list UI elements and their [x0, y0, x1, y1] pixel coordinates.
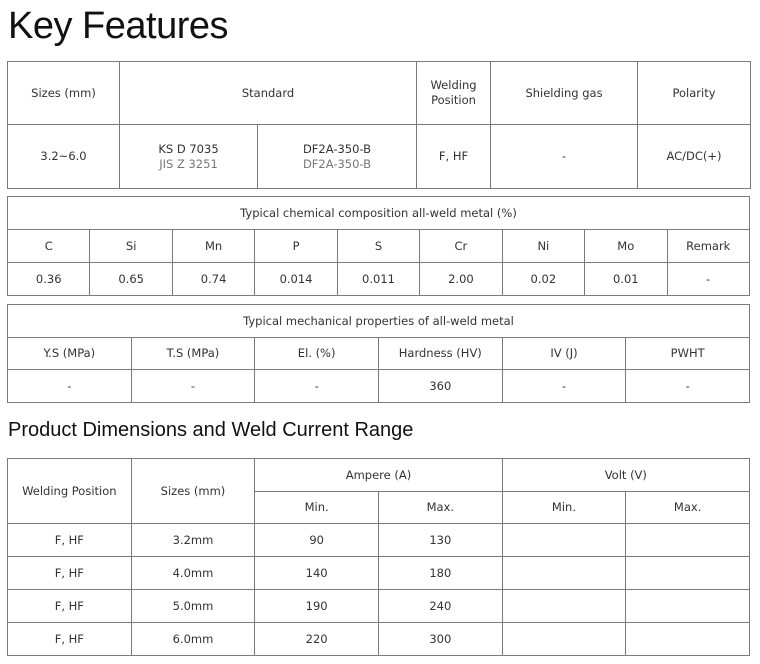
mech-header: PWHT: [626, 338, 750, 370]
cell-polarity: AC/DC(+): [638, 125, 751, 189]
header-ampere: Ampere (A): [255, 459, 502, 492]
cell-ampere-max: 240: [378, 590, 502, 623]
header-volt: Volt (V): [502, 459, 749, 492]
cell-volt-min: [502, 557, 626, 590]
cell-ampere-min: 190: [255, 590, 379, 623]
cell-volt-min: [502, 524, 626, 557]
chem-value: 0.011: [337, 263, 419, 296]
chem-value: 0.014: [255, 263, 337, 296]
features-table: [7, 61, 751, 189]
chemical-caption: Typical chemical composition all-weld metal (%): [8, 197, 750, 230]
chemical-composition-table: [7, 196, 750, 296]
cell-position: F, HF: [8, 590, 132, 623]
cell-ampere-min: 220: [255, 623, 379, 656]
cell-size: 6.0mm: [131, 623, 255, 656]
chem-header: Si: [90, 230, 172, 263]
mechanical-caption: Typical mechanical properties of all-weld metal: [8, 305, 750, 338]
cell-welding-position: F, HF: [417, 125, 491, 189]
cell-standard-df: [258, 125, 417, 189]
chem-value: 0.65: [90, 263, 172, 296]
cell-volt-max: [626, 623, 750, 656]
cell-ampere-max: 130: [378, 524, 502, 557]
chem-header: Mn: [172, 230, 254, 263]
cell-sizes: 3.2~6.0: [8, 125, 120, 189]
header-welding-position: Welding Position: [8, 459, 132, 524]
cell-shielding-gas: -: [491, 125, 638, 189]
weld-current-table: [7, 458, 750, 656]
cell-ampere-max: 300: [378, 623, 502, 656]
chem-header: P: [255, 230, 337, 263]
header-shielding-gas: Shielding gas: [491, 62, 638, 125]
standard-df-1: DF2A-350-B: [302, 141, 372, 156]
cell-size: 5.0mm: [131, 590, 255, 623]
cell-position: F, HF: [8, 557, 132, 590]
mech-header: T.S (MPa): [131, 338, 255, 370]
page-title: Key Features: [8, 5, 228, 47]
header-sizes: Sizes (mm): [131, 459, 255, 524]
mech-header: Y.S (MPa): [8, 338, 132, 370]
cell-volt-max: [626, 557, 750, 590]
standard-jis: JIS Z 3251: [159, 156, 218, 171]
mech-header: IV (J): [502, 338, 626, 370]
chem-header: S: [337, 230, 419, 263]
cell-position: F, HF: [8, 623, 132, 656]
header-ampere-max: Max.: [378, 492, 502, 524]
mech-value: -: [255, 370, 379, 403]
cell-volt-max: [626, 524, 750, 557]
cell-volt-min: [502, 590, 626, 623]
cell-size: 3.2mm: [131, 524, 255, 557]
mechanical-properties-table: [7, 304, 750, 403]
mech-value: -: [502, 370, 626, 403]
table-row: [8, 524, 750, 557]
chem-header: Mo: [585, 230, 667, 263]
section-title: Product Dimensions and Weld Current Range: [8, 419, 414, 441]
header-volt-max: Max.: [626, 492, 750, 524]
mech-value: 360: [378, 370, 502, 403]
cell-volt-min: [502, 623, 626, 656]
header-standard: Standard: [120, 62, 417, 125]
header-ampere-min: Min.: [255, 492, 379, 524]
chem-header: Ni: [502, 230, 584, 263]
cell-position: F, HF: [8, 524, 132, 557]
cell-ampere-min: 140: [255, 557, 379, 590]
chem-header: Remark: [667, 230, 750, 263]
mech-value: -: [131, 370, 255, 403]
table-row: [8, 590, 750, 623]
chem-header: Cr: [420, 230, 502, 263]
table-row: [8, 623, 750, 656]
chem-value: 0.02: [502, 263, 584, 296]
header-volt-min: Min.: [502, 492, 626, 524]
chem-value: 0.36: [8, 263, 90, 296]
mech-header: Hardness (HV): [378, 338, 502, 370]
table-row: [8, 557, 750, 590]
cell-volt-max: [626, 590, 750, 623]
standard-ks: KS D 7035: [158, 141, 219, 156]
chem-value: 0.74: [172, 263, 254, 296]
chem-value: 2.00: [420, 263, 502, 296]
chem-value: 0.01: [585, 263, 667, 296]
mech-value: -: [8, 370, 132, 403]
chem-value: -: [667, 263, 750, 296]
header-polarity: Polarity: [638, 62, 751, 125]
standard-df-2: DF2A-350-B: [302, 156, 372, 171]
mech-header: El. (%): [255, 338, 379, 370]
cell-standard-ks-jis: [120, 125, 258, 189]
header-welding-position: Welding Position: [417, 62, 491, 125]
cell-ampere-max: 180: [378, 557, 502, 590]
chem-header: C: [8, 230, 90, 263]
cell-ampere-min: 90: [255, 524, 379, 557]
mech-value: -: [626, 370, 750, 403]
cell-size: 4.0mm: [131, 557, 255, 590]
header-sizes: Sizes (mm): [8, 62, 120, 125]
